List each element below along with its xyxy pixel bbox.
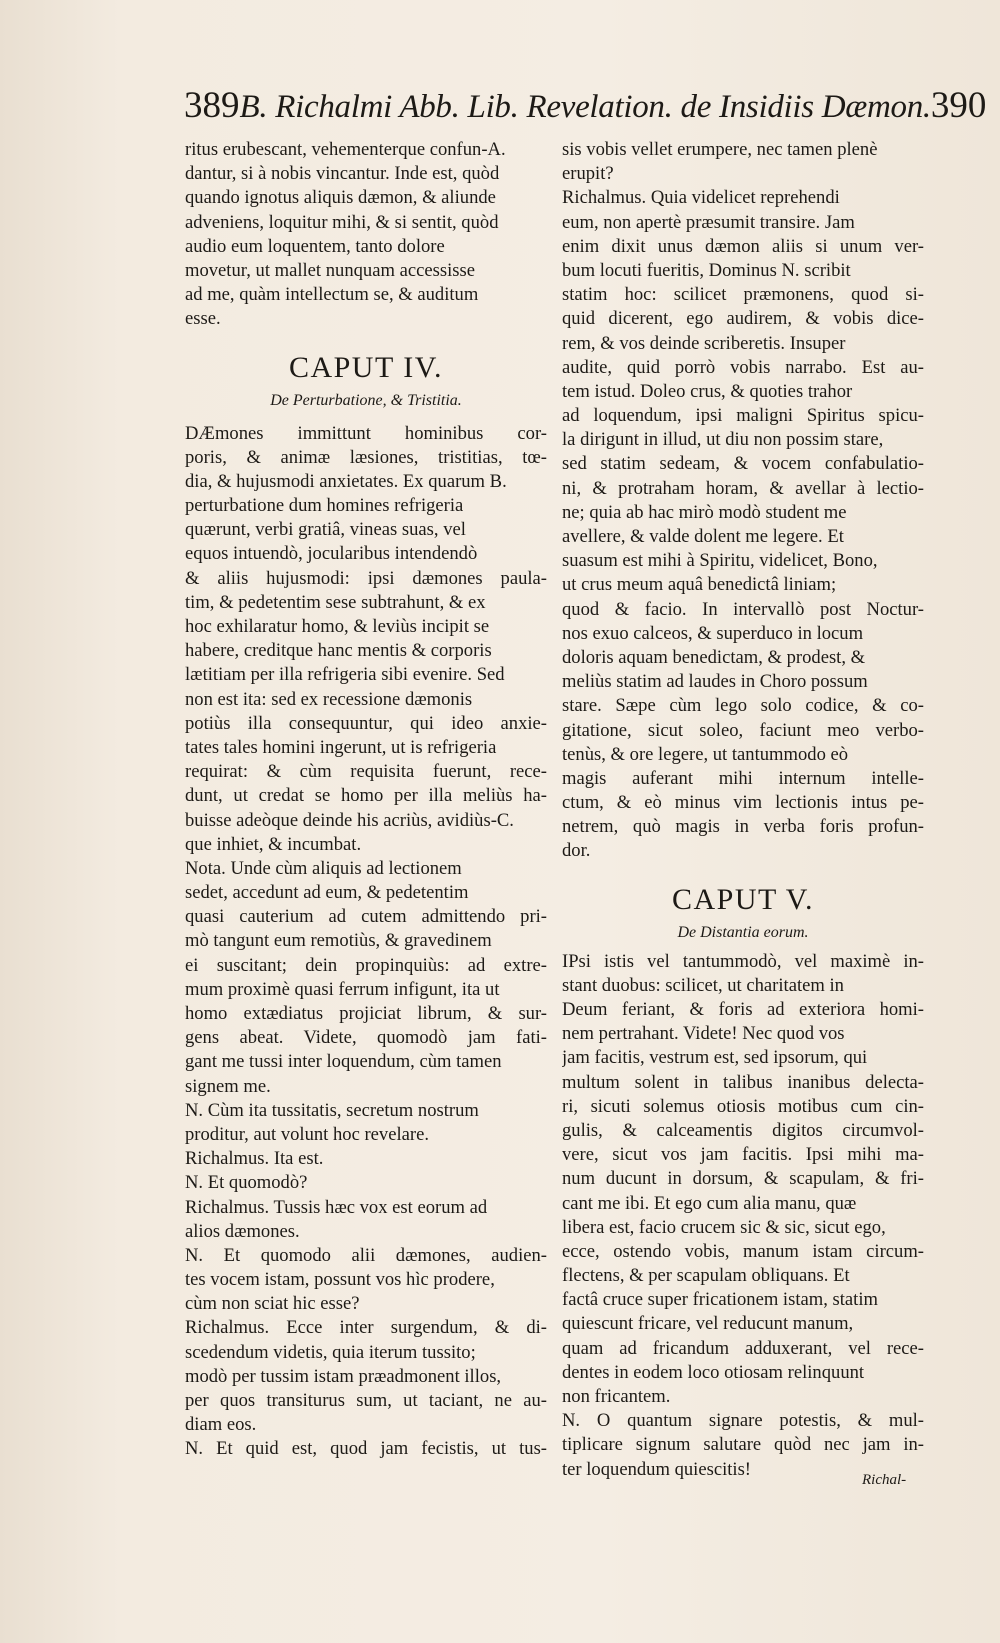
text-line: tates tales homini ingerunt, ut is refrigeria xyxy=(185,736,497,758)
text-line: mum proximè quasi ferrum infigunt, ita ut xyxy=(185,978,500,1000)
running-title: B. Richalmi Abb. Lib. Revelation. de Insidiis Dæmon. xyxy=(239,89,931,125)
text-line: modò per tussim istam præadmonent illos, xyxy=(185,1365,502,1387)
text-line: nem pertrahant. Videte! Nec quod vos xyxy=(562,1023,845,1045)
text-line: N. Cùm ita tussitatis, secretum nostrum xyxy=(185,1099,479,1121)
text-line: diam eos. xyxy=(185,1414,257,1436)
text-line: DÆmones immittunt hominibus cor- xyxy=(185,422,547,444)
text-line: rem, & vos deinde scriberetis. Insuper xyxy=(562,332,846,354)
text-line: libera est, facio crucem sic & sic, sicut ego, xyxy=(562,1216,886,1238)
text-line: potiùs illa consequuntur, qui ideo anxie- xyxy=(185,712,547,734)
text-line: tes vocem istam, possunt vos hìc prodere, xyxy=(185,1269,495,1291)
text-line: gens abeat. Videte, quomodò jam fati- xyxy=(185,1027,547,1049)
left-column xyxy=(185,138,547,1462)
text-line: ri, sicuti solemus otiosis motibus cum cin- xyxy=(562,1095,924,1117)
text-line: non est ita: sed ex recessione dæmonis xyxy=(185,688,473,710)
text-line: ter loquendum quiescitis! xyxy=(562,1458,751,1480)
text-line: erupit? xyxy=(562,163,614,185)
text-line: habere, creditque hanc mentis & corporis xyxy=(185,640,492,662)
text-line: N. Et quomodò? xyxy=(185,1172,308,1194)
text-line: gant me tussi inter loquendum, cùm tamen xyxy=(185,1051,502,1073)
right-column xyxy=(562,138,924,1482)
text-line: ctum, & eò minus vim lectionis intus pe- xyxy=(562,792,924,814)
text-line: vere, sicut vos jam facitis. Ipsi mihi ma- xyxy=(562,1144,924,1166)
text-line: jam facitis, vestrum est, sed ipsorum, qui xyxy=(562,1047,868,1069)
text-line: meliùs statim ad laudes in Choro possum xyxy=(562,671,868,693)
text-line: que inhiet, & incumbat. xyxy=(185,833,362,855)
page-number-right: 390 xyxy=(930,85,987,126)
text-line: eum, non apertè præsumit transire. Jam xyxy=(562,211,855,233)
catchword: Richal- xyxy=(862,1472,907,1488)
text-line: Richalmus. Tussis hæc vox est eorum ad xyxy=(185,1196,488,1218)
text-line: quiescunt fricare, vel reducunt manum, xyxy=(562,1313,854,1335)
text-line: cant me ibi. Et ego cum alia manu, quæ xyxy=(562,1192,857,1214)
left-intro-paragraph xyxy=(185,138,547,332)
text-line: tenùs, & ore legere, ut tantummodo eò xyxy=(562,743,849,765)
text-line: dantur, si à nobis vincantur. Inde est, quòd xyxy=(185,163,500,185)
text-line: N. Et quomodo alii dæmones, audien- xyxy=(185,1244,547,1266)
text-line: tem istud. Doleo crus, & quoties trahor xyxy=(562,380,853,402)
chapter-5-text xyxy=(562,950,924,1482)
text-line: nos exuo calceos, & superduco in locum xyxy=(562,622,864,644)
text-line: requirat: & cùm requisita fuerunt, rece- xyxy=(185,761,547,783)
text-line: homo extædiatus projiciat librum, & sur- xyxy=(185,1003,547,1024)
text-line: cùm non sciat hic esse? xyxy=(185,1293,360,1315)
text-line: quod & facio. In intervallò post Noctur- xyxy=(562,598,924,620)
text-line: N. Et quid est, quod jam fecistis, ut tus- xyxy=(185,1438,547,1460)
text-line: dentes in eodem loco otiosam relinquunt xyxy=(562,1361,865,1383)
text-line: dor. xyxy=(562,840,591,862)
text-line: ad me, quàm intellectum se, & auditum xyxy=(185,284,479,306)
text-line: mò tangunt eum remotiùs, & gravedinem xyxy=(185,930,492,952)
text-line: Richalmus. Ita est. xyxy=(185,1148,324,1170)
text-line: enim dixit unus dæmon aliis si unum ver- xyxy=(562,235,924,257)
chapter-4-text xyxy=(185,422,547,1462)
text-line: suasum est mihi à Spiritu, videlicet, Bono, xyxy=(562,550,878,572)
text-line: la dirigunt in illud, ut diu non possim stare, xyxy=(562,429,884,451)
text-line: ad loquendum, ipsi maligni Spiritus spicu- xyxy=(562,405,924,427)
text-line: stare. Sæpe cùm lego solo codice, & co- xyxy=(562,695,924,717)
text-line: audio eum loquentem, tanto dolore xyxy=(185,235,445,257)
right-intro-paragraph xyxy=(562,138,924,864)
text-line: scedendum videtis, quia iterum tussito; xyxy=(185,1341,476,1363)
text-line: Nota. Unde cùm aliquis ad lectionem xyxy=(185,857,462,879)
text-line: sedet, accedunt ad eum, & pedetentim xyxy=(185,882,469,904)
chapter-5-subtitle: De Distantia eorum. xyxy=(677,923,809,941)
text-line: magis auferant mihi internum intelle- xyxy=(562,767,924,789)
text-line: stant duobus: scilicet, ut charitatem in xyxy=(562,974,844,996)
text-line: dunt, ut credat se homo per illa meliùs ha- xyxy=(185,785,547,807)
text-line: equos intuendò, jocularibus intendendò xyxy=(185,543,478,565)
text-line: alios dæmones. xyxy=(185,1220,300,1242)
text-line: proditur, aut volunt hoc revelare. xyxy=(185,1123,429,1145)
text-line: Richalmus. Quia videlicet reprehendi xyxy=(562,187,840,209)
text-line: ni, & protraham horam, & avellar à lectio- xyxy=(562,477,924,499)
text-line: audite, quid porrò vobis narrabo. Est au- xyxy=(562,356,924,378)
text-line: doloris aquam benedictam, & prodest, & xyxy=(562,646,866,668)
chapter-4-subtitle: De Perturbatione, & Tristitia. xyxy=(270,391,462,409)
text-line: quasi cauterium ad cutem admittendo pri- xyxy=(185,906,547,928)
text-line: & aliis hujusmodi: ipsi dæmones paula- xyxy=(185,567,547,589)
text-line: dia, & hujusmodi anxietates. Ex quarum B. xyxy=(185,470,507,492)
page-number-left: 389 xyxy=(184,85,240,126)
chapter-4-title: CAPUT IV. xyxy=(288,350,444,384)
text-line: poris, & animæ læsiones, tristitias, tœ- xyxy=(185,446,547,468)
text-line: ut crus meum aquâ benedictâ liniam; xyxy=(562,574,837,596)
text-line: netrem, quò magis in verba foris profun- xyxy=(562,816,924,838)
text-line: ne; quia ab hac mirò modò student me xyxy=(562,501,847,523)
text-line: gitatione, sicut soleo, faciunt meo verbo- xyxy=(562,719,924,741)
text-line: sis vobis vellet erumpere, nec tamen plenè xyxy=(562,139,878,160)
text-line: ei suscitant; dein propinquiùs: ad extre- xyxy=(185,954,547,976)
text-line: IPsi istis vel tantummodò, vel maximè in- xyxy=(562,950,924,972)
text-line: multum solent in talibus inanibus delecta- xyxy=(562,1071,924,1093)
text-line: tiplicare signum salutare quòd nec jam in- xyxy=(562,1434,924,1456)
text-line: quam ad fricandum adduxerant, vel rece- xyxy=(562,1337,924,1359)
text-line: Richalmus. Ecce inter surgendum, & di- xyxy=(185,1317,547,1339)
text-line: avellere, & valde dolent me legere. Et xyxy=(562,526,844,547)
text-line: tim, & pedetentim sese subtrahunt, & ex xyxy=(185,591,486,613)
text-line: ecce, ostendo vobis, manum istam circum- xyxy=(562,1240,924,1262)
text-line: flectens, & per scapulam obliquans. Et xyxy=(562,1265,850,1287)
text-line: ritus erubescant, vehementerque confun-A. xyxy=(185,139,506,160)
chapter-5-title: CAPUT V. xyxy=(671,882,815,916)
text-line: per quos transiturus sum, ut taciant, ne au- xyxy=(185,1390,547,1411)
text-line: N. O quantum signare potestis, & mul- xyxy=(562,1410,924,1432)
text-line: quando ignotus aliquis dæmon, & aliunde xyxy=(185,187,496,209)
text-line: hoc exhilaratur homo, & leviùs incipit se xyxy=(185,616,490,637)
text-line: esse. xyxy=(185,308,221,330)
text-line: perturbatione dum homines refrigeria xyxy=(185,495,464,517)
text-line: quærunt, verbi gratiâ, vineas suas, vel xyxy=(185,519,466,541)
text-line: num ducunt in dorsum, & scapulam, & fri- xyxy=(562,1168,924,1190)
text-line: statim hoc: scilicet præmonens, quod si- xyxy=(562,284,924,306)
text-line: adveniens, loquitur mihi, & si sentit, quòd xyxy=(185,211,499,233)
text-line: gulis, & calceamentis digitos circumvol- xyxy=(562,1119,924,1141)
text-line: signem me. xyxy=(185,1075,271,1097)
running-header xyxy=(184,84,987,136)
text-line: movetur, ut mallet nunquam accessisse xyxy=(185,259,475,281)
text-line: non fricantem. xyxy=(562,1386,671,1407)
text-line: bum locuti fueritis, Dominus N. scribit xyxy=(562,259,851,281)
text-line: sed statim sedeam, & vocem confabulatio- xyxy=(562,453,924,475)
text-line: lætitiam per illa refrigeria sibi evenire. Sed xyxy=(185,664,505,686)
text-line: Deum feriant, & foris ad exteriora homi- xyxy=(562,999,924,1020)
text-line: factâ cruce super fricationem istam, statim xyxy=(562,1289,878,1311)
text-line: quid dicerent, ego audirem, & vobis dice- xyxy=(562,308,924,330)
text-line: buisse adeòque deinde his acriùs, avidiùs-C. xyxy=(185,809,514,831)
